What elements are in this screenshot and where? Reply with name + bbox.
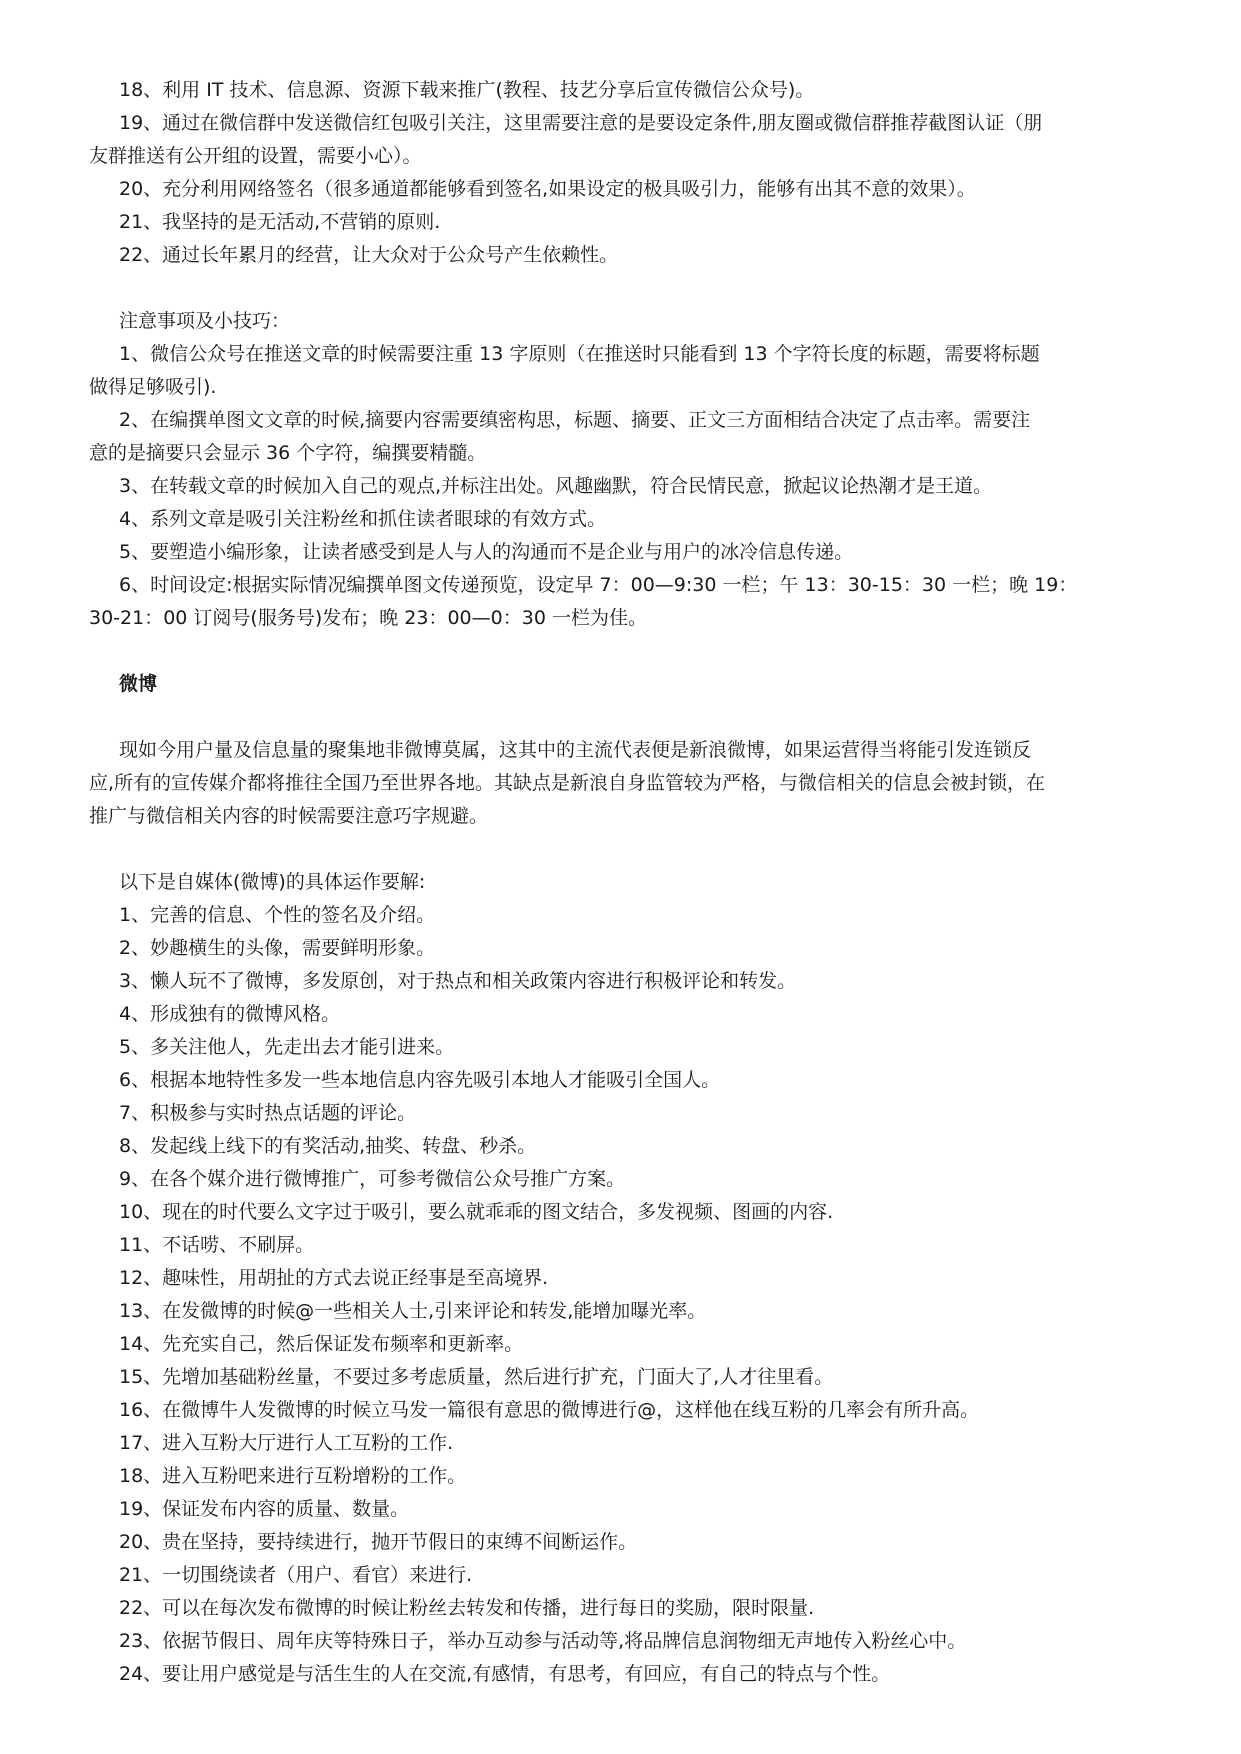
tip-1: 1、微信公众号在推送文章的时候需要注重 13 字原则（在推送时只能看到 13 个字符长度的标题，需要将标题	[119, 343, 1040, 365]
tip-6-continued: 30-21：00 订阅号(服务号)发布；晚 23：00—0：30 一栏为佳。	[89, 607, 647, 629]
weibo-heading: 微博	[119, 673, 158, 695]
wechat-item-21: 21、我坚持的是无活动,不营销的原则.	[119, 211, 441, 233]
tip-2: 2、在编撰单图文文章的时候,摘要内容需要缜密构思，标题、摘要、正文三方面相结合决定了点击率。需要注	[119, 409, 1031, 431]
weibo-intro-line-2: 应,所有的宣传媒介都将推往全国乃至世界各地。其缺点是新浪自身监管较为严格，与微信相关的信息会被封锁，在	[89, 772, 1046, 794]
list-item: 10、现在的时代要么文字过于吸引，要么就乖乖的图文结合，多发视频、图画的内容.	[119, 1201, 834, 1223]
list-item: 5、多关注他人，先走出去才能引进来。	[119, 1036, 455, 1058]
list-item: 22、可以在每次发布微博的时候让粉丝去转发和传播，进行每日的奖励，限时限量.	[119, 1597, 815, 1619]
weibo-items-list	[119, 899, 1168, 1691]
wechat-item-22: 22、通过长年累月的经营，让大众对于公众号产生依赖性。	[119, 244, 619, 266]
wechat-item-19: 19、通过在微信群中发送微信红包吸引关注，这里需要注意的是要设定条件,朋友圈或微信群推荐截图认证（朋	[119, 112, 1043, 134]
tip-6: 6、时间设定:根据实际情况编撰单图文传递预览，设定早 7：00—9:30 一栏；午 13：30-15：30 一栏；晚 19：	[119, 574, 1078, 596]
list-item: 18、进入互粉吧来进行互粉增粉的工作。	[119, 1465, 467, 1487]
tip-4: 4、系列文章是吸引关注粉丝和抓住读者眼球的有效方式。	[119, 508, 607, 530]
tips-title: 注意事项及小技巧：	[119, 310, 291, 332]
list-item: 4、形成独有的微博风格。	[119, 1003, 341, 1025]
list-item: 9、在各个媒介进行微博推广，可参考微信公众号推广方案。	[119, 1168, 626, 1190]
weibo-list-title: 以下是自媒体(微博)的具体运作要解:	[119, 871, 426, 893]
list-item: 7、积极参与实时热点话题的评论。	[119, 1102, 417, 1124]
wechat-item-18: 18、利用 IT 技术、信息源、资源下载来推广(教程、技艺分享后宣传微信公众号)。	[119, 79, 815, 101]
list-item: 3、懒人玩不了微博，多发原创，对于热点和相关政策内容进行积极评论和转发。	[119, 970, 797, 992]
list-item: 16、在微博牛人发微博的时候立马发一篇很有意思的微博进行@，这样他在线互粉的几率会有所升高。	[119, 1399, 980, 1421]
list-item: 15、先增加基础粉丝量，不要过多考虑质量，然后进行扩充，门面大了,人才往里看。	[119, 1366, 834, 1388]
tip-2-continued: 意的是摘要只会显示 36 个字符，编撰要精髓。	[89, 442, 487, 464]
tip-3: 3、在转载文章的时候加入自己的观点,并标注出处。风趣幽默，符合民情民意，掀起议论热潮才是王道。	[119, 475, 993, 497]
wechat-item-20: 20、充分利用网络签名（很多通道都能够看到签名,如果设定的极具吸引力，能够有出其不意的效果）。	[119, 178, 976, 200]
list-item: 6、根据本地特性多发一些本地信息内容先吸引本地人才能吸引全国人。	[119, 1069, 721, 1091]
list-item: 1、完善的信息、个性的签名及介绍。	[119, 904, 436, 926]
weibo-intro-line-3: 推广与微信相关内容的时候需要注意巧字规避。	[89, 805, 489, 827]
list-item: 17、进入互粉大厅进行人工互粉的工作.	[119, 1432, 454, 1454]
list-item: 2、妙趣横生的头像，需要鲜明形象。	[119, 937, 436, 959]
list-item: 14、先充实自己，然后保证发布频率和更新率。	[119, 1333, 524, 1355]
tip-5: 5、要塑造小编形象，让读者感受到是人与人的沟通而不是企业与用户的冰冷信息传递。	[119, 541, 854, 563]
list-item: 13、在发微博的时候@一些相关人士,引来评论和转发,能增加曝光率。	[119, 1300, 707, 1322]
list-item: 12、趣味性，用胡扯的方式去说正经事是至高境界.	[119, 1267, 549, 1289]
wechat-item-19-continued: 友群推送有公开组的设置，需要小心）。	[89, 145, 422, 167]
list-item: 8、发起线上线下的有奖活动,抽奖、转盘、秒杀。	[119, 1135, 537, 1157]
tip-1-continued: 做得足够吸引).	[89, 376, 217, 398]
list-item: 23、依据节假日、周年庆等特殊日子，举办互动参与活动等,将品牌信息润物细无声地传入粉丝心中。	[119, 1630, 967, 1652]
weibo-intro-line-1: 现如今用户量及信息量的聚集地非微博莫属，这其中的主流代表便是新浪微博，如果运营得当将能引发连锁反	[119, 739, 1032, 761]
list-item: 24、要让用户感觉是与活生生的人在交流,有感情，有思考，有回应，有自己的特点与个性。	[119, 1663, 891, 1685]
list-item: 19、保证发布内容的质量、数量。	[119, 1498, 410, 1520]
list-item: 20、贵在坚持，要持续进行，抛开节假日的束缚不间断运作。	[119, 1531, 638, 1553]
list-item: 11、不话唠、不刷屏。	[119, 1234, 315, 1256]
list-item: 21、一切围绕读者（用户、看官）来进行.	[119, 1564, 473, 1586]
